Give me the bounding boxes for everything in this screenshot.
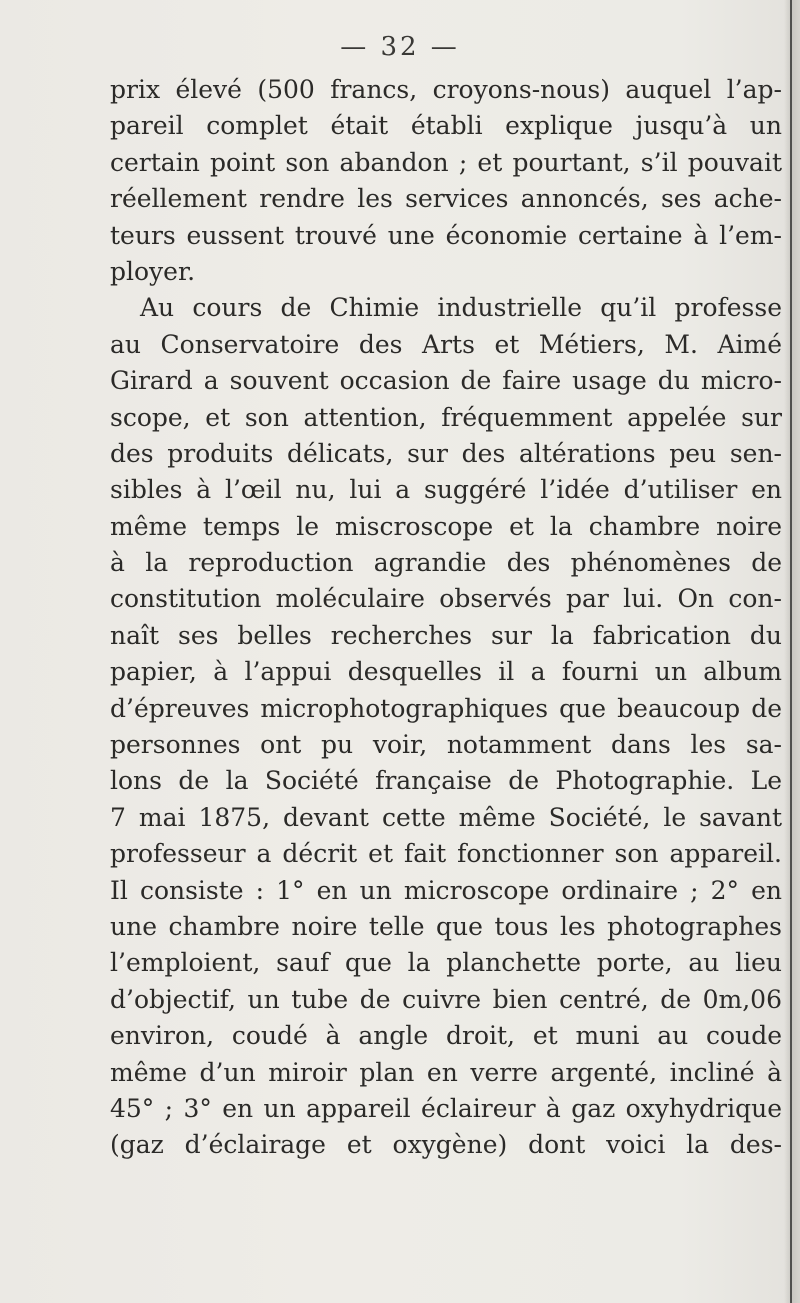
text-line: à la reproduction agrandie des phénomènes de	[110, 548, 782, 578]
text-line: d’objectif, un tube de cuivre bien centré, de 0m,06	[110, 984, 782, 1014]
text-line: 7 mai 1875, devant cette même Société, le savant	[110, 802, 782, 832]
text-line: (gaz d’éclairage et oxygène) dont voici la des-	[110, 1130, 782, 1160]
text-line: 45° ; 3° en un appareil éclaireur à gaz oxyhydrique	[110, 1093, 782, 1123]
page-edge-line	[790, 0, 792, 1303]
text-line: sibles à l’œil nu, lui a suggéré l’idée d’utiliser en	[110, 475, 782, 505]
text-line: Il consiste : 1° en un microscope ordinaire ; 2° en	[110, 875, 782, 905]
body-text	[110, 72, 782, 1164]
text-line: l’emploient, sauf que la planchette porte, au lieu	[110, 948, 782, 978]
text-line: personnes ont pu voir, notamment dans les sa-	[110, 730, 782, 760]
text-line: d’épreuves microphotographiques que beaucoup de	[110, 693, 782, 723]
text-line: même d’un miroir plan en verre argenté, incliné à	[110, 1057, 782, 1087]
text-line: Au cours de Chimie industrielle qu’il professe	[140, 293, 782, 323]
text-line: au Conservatoire des Arts et Métiers, M. Aimé	[110, 329, 782, 359]
text-line: Girard a souvent occasion de faire usage du micro-	[110, 366, 782, 396]
text-line: scope, et son attention, fréquemment appelée sur	[110, 402, 782, 432]
text-line: lons de la Société française de Photographie. Le	[110, 766, 782, 796]
text-line: une chambre noire telle que tous les photographes	[110, 911, 782, 941]
text-line: des produits délicats, sur des altérations peu sen-	[110, 438, 782, 468]
text-line: ployer.	[110, 256, 196, 286]
text-line: même temps le miscroscope et la chambre noire	[110, 511, 782, 541]
text-line: teurs eussent trouvé une économie certaine à l’em-	[110, 220, 782, 250]
page-edge-shadow	[784, 0, 800, 1303]
text-line: certain point son abandon ; et pourtant, s’il pouvait	[110, 147, 782, 177]
text-line: pareil complet était établi explique jusqu’à un	[110, 111, 782, 141]
text-line: environ, coudé à angle droit, et muni au coude	[110, 1021, 782, 1051]
text-line: papier, à l’appui desquelles il a fourni un album	[110, 657, 782, 687]
text-line: constitution moléculaire observés par lui. On con-	[110, 584, 782, 614]
text-line: réellement rendre les services annoncés, ses ache-	[110, 184, 782, 214]
text-line: prix élevé (500 francs, croyons-nous) auquel l’ap-	[110, 75, 782, 104]
page-number: — 32 —	[340, 32, 460, 62]
text-line: professeur a décrit et fait fonctionner son appareil.	[110, 839, 782, 869]
text-line: naît ses belles recherches sur la fabrication du	[110, 620, 782, 650]
